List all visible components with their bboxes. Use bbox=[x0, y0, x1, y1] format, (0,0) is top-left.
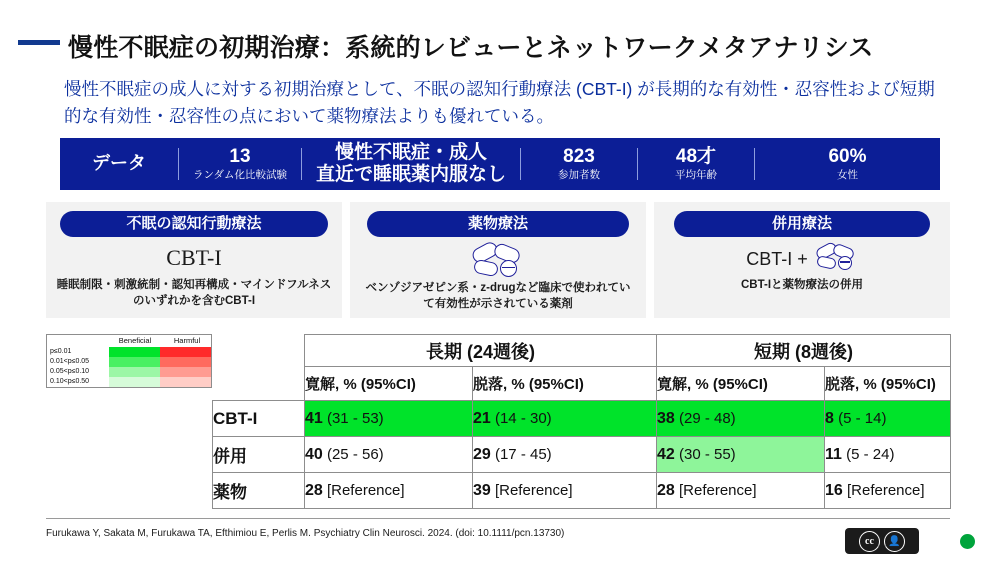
table-header-outcomes bbox=[213, 367, 951, 401]
legend-swatch-harmful bbox=[160, 357, 211, 367]
cell-pharma-short-remission: 28 [Reference] bbox=[657, 473, 825, 509]
data-strip-item-age: 48才 平均年齢 bbox=[675, 146, 717, 182]
legend-rows bbox=[47, 347, 211, 387]
cell-combination-short-remission: 42 (30 - 55) bbox=[657, 437, 825, 473]
table-period-short: 短期 (8週後) bbox=[657, 335, 951, 367]
title-accent-bar bbox=[18, 40, 60, 45]
arm-title-pharmacotherapy: 薬物療法 bbox=[367, 211, 629, 237]
data-strip-item-population: 慢性不眠症・成人 直近で睡眠薬内服なし bbox=[315, 142, 506, 185]
data-strip-item-participants: 823 参加者数 bbox=[558, 146, 600, 182]
cell-cbti-long-dropout: 21 (14 - 30) bbox=[473, 401, 657, 437]
legend-swatch-beneficial bbox=[109, 347, 160, 357]
legend-swatch-harmful bbox=[160, 347, 211, 357]
legend-swatch-beneficial bbox=[109, 367, 160, 377]
arm-card-pharmacotherapy bbox=[350, 202, 646, 318]
color-legend bbox=[46, 334, 212, 388]
arm-desc-pharmacotherapy: ベンゾジアゼピン系・z-drugなど臨床で使われていて有効性が示されている薬剤 bbox=[365, 282, 631, 310]
arm-main-combination: CBT-I + bbox=[746, 248, 808, 269]
arm-desc-combination: CBT-Iと薬物療法の併用 bbox=[740, 279, 864, 291]
row-label-combination: 併用 bbox=[213, 437, 305, 473]
data-strip-label: データ bbox=[92, 153, 146, 174]
legend-swatch-beneficial bbox=[109, 357, 160, 367]
arm-desc-cbti: 睡眠制限・刺激統制・認知再構成・マインドフルネスのいずれかを含むCBT-I bbox=[56, 279, 332, 307]
pills-icon bbox=[470, 243, 526, 277]
pills-icon bbox=[814, 244, 858, 270]
arm-card-combination bbox=[654, 202, 950, 318]
cell-pharma-short-dropout: 16 [Reference] bbox=[825, 473, 951, 509]
legend-row: 0.01<p≤0.05 bbox=[47, 357, 211, 367]
legend-header-beneficial: Beneficial bbox=[118, 336, 152, 345]
table-header-periods bbox=[213, 335, 951, 367]
table-row bbox=[213, 437, 951, 473]
table-period-long: 長期 (24週後) bbox=[305, 335, 657, 367]
table-row bbox=[213, 473, 951, 509]
page-title: 慢性不眠症の初期治療：系統的レビューとネットワークメタアナリシス bbox=[68, 34, 874, 62]
cell-pharma-long-remission: 28 [Reference] bbox=[305, 473, 473, 509]
cell-combination-long-remission: 40 (25 - 56) bbox=[305, 437, 473, 473]
data-strip bbox=[60, 138, 940, 190]
arm-card-cbti bbox=[46, 202, 342, 318]
table-row bbox=[213, 401, 951, 437]
results-table bbox=[212, 334, 951, 509]
table-outcome-3: 脱落, % (95%CI) bbox=[825, 367, 951, 401]
row-label-pharmacotherapy: 薬物 bbox=[213, 473, 305, 509]
legend-swatch-harmful bbox=[160, 367, 211, 377]
key-message: 慢性不眠症の成人に対する初期治療として、不眠の認知行動療法 (CBT-I) が長期的な有効性・忍容性および短期的な有効性・忍容性の点において薬物療法よりも優れている。 bbox=[64, 79, 935, 127]
legend-header-harmful: Harmful bbox=[173, 336, 201, 345]
row-label-cbti: CBT-I bbox=[213, 401, 305, 437]
table-outcome-2: 寛解, % (95%CI) bbox=[657, 367, 825, 401]
cell-cbti-short-remission: 38 (29 - 48) bbox=[657, 401, 825, 437]
cell-pharma-long-dropout: 39 [Reference] bbox=[473, 473, 657, 509]
table-corner-spacer bbox=[213, 367, 305, 401]
combination-illustration bbox=[654, 244, 950, 270]
cell-cbti-short-dropout: 8 (5 - 14) bbox=[825, 401, 951, 437]
status-dot bbox=[960, 534, 975, 549]
title-row bbox=[0, 14, 1000, 62]
cc-mark: cc bbox=[859, 531, 880, 552]
legend-column-headers bbox=[109, 336, 213, 347]
legend-swatch-beneficial bbox=[109, 377, 160, 387]
legend-row: p≤0.01 bbox=[47, 347, 211, 357]
arm-title-cbti: 不眠の認知行動療法 bbox=[60, 211, 328, 237]
pills-illustration-wrap bbox=[350, 243, 646, 277]
table-outcome-0: 寛解, % (95%CI) bbox=[305, 367, 473, 401]
legend-swatch-harmful bbox=[160, 377, 211, 387]
cc-by-mark: 👤 bbox=[884, 531, 905, 552]
cell-combination-short-dropout: 11 (5 - 24) bbox=[825, 437, 951, 473]
cc-by-label: BY bbox=[877, 546, 886, 552]
table-corner-spacer bbox=[213, 335, 305, 367]
legend-row: 0.05<p≤0.10 bbox=[47, 367, 211, 377]
cell-combination-long-dropout: 29 (17 - 45) bbox=[473, 437, 657, 473]
arm-title-combination: 併用療法 bbox=[674, 211, 930, 237]
data-strip-item-female: 60% 女性 bbox=[828, 146, 867, 182]
citation-text: Furukawa Y, Sakata M, Furukawa TA, Efthimiou E, Perlis M. Psychiatry Clin Neurosci. 2024. (doi: 10.1111/pcn.13730) bbox=[46, 528, 565, 539]
data-strip-item-trials: 13 ランダム化比較試験 bbox=[192, 146, 288, 182]
arm-main-cbti: CBT-I bbox=[166, 245, 222, 270]
footer-divider bbox=[46, 518, 950, 519]
table-outcome-1: 脱落, % (95%CI) bbox=[473, 367, 657, 401]
cell-cbti-long-remission: 41 (31 - 53) bbox=[305, 401, 473, 437]
legend-row: 0.10<p≤0.50 bbox=[47, 377, 211, 387]
